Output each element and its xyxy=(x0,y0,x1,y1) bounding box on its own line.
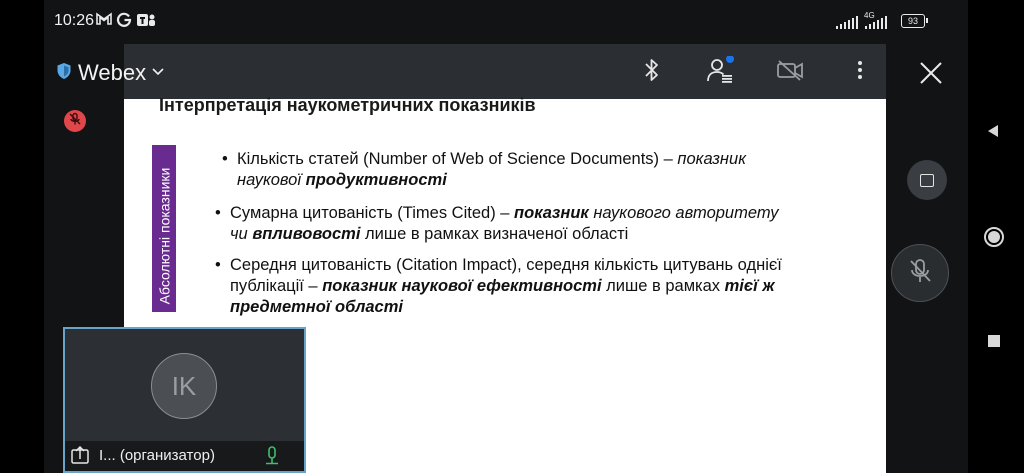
bullet-text: лише в рамках визначеної області xyxy=(360,225,629,243)
close-icon xyxy=(916,75,946,92)
bullet-item xyxy=(222,149,797,191)
status-bar xyxy=(44,0,968,44)
mic-off-icon xyxy=(68,112,82,131)
signal-strength-icon xyxy=(836,15,858,29)
side-label-box xyxy=(152,145,176,312)
video-toggle-button[interactable] xyxy=(774,56,806,88)
bullet-item xyxy=(215,255,790,318)
battery-indicator: 93 xyxy=(901,14,925,28)
app-menu[interactable] xyxy=(56,60,164,86)
close-button[interactable] xyxy=(916,58,946,88)
bluetooth-icon xyxy=(643,58,661,87)
status-time: 10:26 xyxy=(54,12,95,29)
shield-icon xyxy=(56,62,72,85)
slide-title: Інтерпретація наукометричних показників xyxy=(159,95,536,115)
webex-app xyxy=(44,0,968,473)
avatar: IK xyxy=(151,353,217,419)
more-icon xyxy=(857,60,863,85)
bullet-text: Сумарна цитованість (Times Cited) – xyxy=(230,204,515,222)
bullet-dot: • xyxy=(215,204,221,222)
side-label: Абсолютні показники xyxy=(156,167,173,305)
app-title: Webex xyxy=(78,60,147,85)
bullet-text-emphasis: показник xyxy=(514,204,589,222)
self-view-tile[interactable] xyxy=(63,327,306,473)
mic-active-icon xyxy=(265,446,279,471)
recents-button[interactable] xyxy=(987,334,1001,353)
bullet-text: Середня цитованість (Citation Impact), середня кількість цитувань однієї публікації – xyxy=(230,256,782,295)
bullet-text-emphasis: продуктивності xyxy=(305,171,447,189)
signal-strength-icon xyxy=(865,15,887,29)
meeting-toolbar xyxy=(124,44,886,99)
mic-off-icon xyxy=(907,257,933,290)
mute-button[interactable] xyxy=(891,244,949,302)
bullet-text: лише в рамках xyxy=(601,277,725,295)
bullet-dot: • xyxy=(222,150,228,168)
participants-button[interactable] xyxy=(704,56,736,88)
bullet-text-emphasis: впливовості xyxy=(252,225,361,243)
bullet-item xyxy=(215,203,790,245)
bluetooth-button[interactable] xyxy=(636,56,668,88)
participant-name: I... (организатор) xyxy=(99,447,215,464)
back-button[interactable] xyxy=(985,123,1001,144)
more-options-button[interactable] xyxy=(844,56,876,88)
share-icon[interactable] xyxy=(70,446,90,471)
video-off-icon xyxy=(775,58,805,87)
layout-toggle-button[interactable] xyxy=(907,160,947,200)
android-nav-bar xyxy=(968,0,1024,473)
teams-icon xyxy=(136,12,156,30)
bullet-text: Кількість статей (Number of Web of Science Documents) – xyxy=(237,150,678,168)
home-button[interactable] xyxy=(983,226,1005,253)
participants-icon xyxy=(705,56,735,89)
network-type: 4G xyxy=(864,11,875,20)
gmail-icon xyxy=(96,12,112,30)
muted-indicator xyxy=(64,110,86,132)
bullet-text-emphasis: показник наукової ефективності xyxy=(322,277,602,295)
bullet-text-emphasis: тієї ж предметної області xyxy=(230,277,775,316)
bullet-text-italic: наукового авторитету чи xyxy=(230,204,779,243)
chevron-down-icon xyxy=(152,64,164,82)
g-icon xyxy=(116,12,132,30)
bullet-text-italic: показник наукової xyxy=(237,150,746,189)
self-view-name-bar xyxy=(65,441,304,471)
bullet-dot: • xyxy=(215,256,221,274)
square-icon xyxy=(920,174,934,187)
